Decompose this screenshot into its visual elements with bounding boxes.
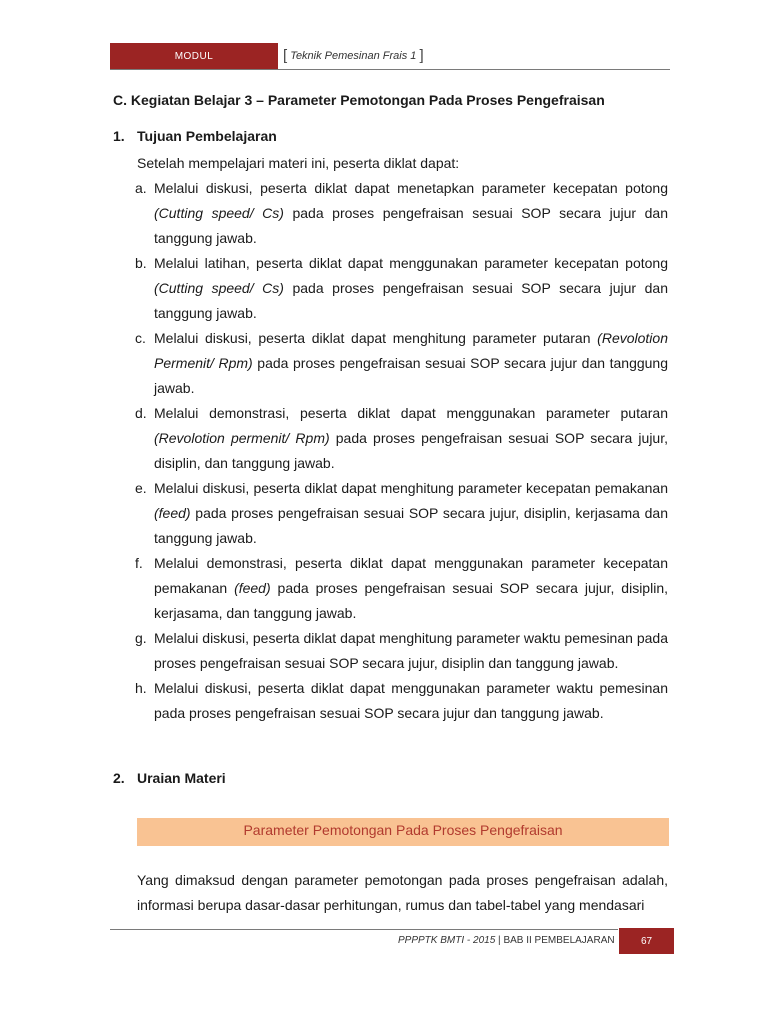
list-item: b. Melalui latihan, peserta diklat dapat menggunakan parameter kecepatan potong (Cutting speed/ Cs) pada proses pengefraisan sesuai SOP secara jujur dan tanggung jawab. <box>135 251 668 326</box>
page-number-text: 67 <box>640 935 653 947</box>
footer-info <box>398 935 615 946</box>
module-label <box>110 43 278 69</box>
tujuan-number: 1. <box>113 128 125 144</box>
objectives-list <box>135 176 668 726</box>
uraian-paragraph: Yang dimaksud dengan parameter pemotongan pada proses pengefraisan adalah, informasi berupa dasar-dasar perhitungan, rumus dan tabel-tabel yang mendasari <box>137 872 668 913</box>
title-bracket-close: ] <box>419 47 424 64</box>
footer-divider <box>110 929 618 930</box>
topic-banner: Parameter Pemotongan Pada Proses Pengefraisan <box>137 818 669 846</box>
tujuan-heading <box>113 128 277 144</box>
list-marker: c. <box>135 330 146 346</box>
page-number <box>619 928 674 954</box>
section-heading: C. Kegiatan Belajar 3 – Parameter Pemotongan Pada Proses Pengefraisan <box>113 92 605 108</box>
list-marker: a. <box>135 180 147 196</box>
uraian-heading <box>113 770 226 786</box>
list-item: g. Melalui diskusi, peserta diklat dapat menghitung parameter waktu pemesinan pada proses pengefraisan sesuai SOP secara jujur, disiplin dan tanggung jawab. <box>135 626 668 676</box>
document-title <box>283 47 424 64</box>
footer-separator: | <box>498 935 501 946</box>
list-item: e. Melalui diskusi, peserta diklat dapat menghitung parameter kecepatan pemakanan (feed) pada proses pengefraisan sesuai SOP secara jujur, disiplin, kerjasama dan tanggung jawab. <box>135 476 668 551</box>
list-item: c. Melalui diskusi, peserta diklat dapat menghitung parameter putaran (Revolotion Permenit/ Rpm) pada proses pengefraisan sesuai SOP secara jujur dan tanggung jawab. <box>135 326 668 401</box>
uraian-number: 2. <box>113 770 125 786</box>
list-item: a. Melalui diskusi, peserta diklat dapat menetapkan parameter kecepatan potong (Cutting speed/ Cs) pada proses pengefraisan sesuai SOP secara jujur dan tanggung jawab. <box>135 176 668 251</box>
list-marker: e. <box>135 480 147 496</box>
uraian-title: Uraian Materi <box>137 770 226 786</box>
title-bracket-open: [ <box>283 47 288 64</box>
list-marker: b. <box>135 255 147 271</box>
list-marker: g. <box>135 630 147 646</box>
footer-chapter: BAB II PEMBELAJARAN <box>503 935 615 946</box>
tujuan-title: Tujuan Pembelajaran <box>137 128 277 144</box>
list-marker: d. <box>135 405 147 421</box>
list-marker: h. <box>135 680 147 696</box>
list-item: f. Melalui demonstrasi, peserta diklat dapat menggunakan parameter kecepatan pemakanan (feed) pada proses pengefraisan sesuai SOP secara jujur, disiplin, kerjasama, dan tanggung jawab. <box>135 551 668 626</box>
module-label-text: MODUL <box>174 50 214 62</box>
list-item: h. Melalui diskusi, peserta diklat dapat menggunakan parameter waktu pemesinan pada proses pengefraisan sesuai SOP secara jujur dan tanggung jawab. <box>135 676 668 726</box>
list-marker: f. <box>135 555 143 571</box>
document-title-text: Teknik Pemesinan Frais 1 <box>290 50 417 62</box>
tujuan-intro: Setelah mempelajari materi ini, peserta diklat dapat: <box>137 155 460 171</box>
header-divider <box>110 69 670 70</box>
footer-institution: PPPPTK BMTI - 2015 <box>398 935 496 946</box>
list-item: d. Melalui demonstrasi, peserta diklat dapat menggunakan parameter putaran (Revolotion permenit/ Rpm) pada proses pengefraisan sesuai SOP secara jujur, disiplin, dan tanggung jawab. <box>135 401 668 476</box>
